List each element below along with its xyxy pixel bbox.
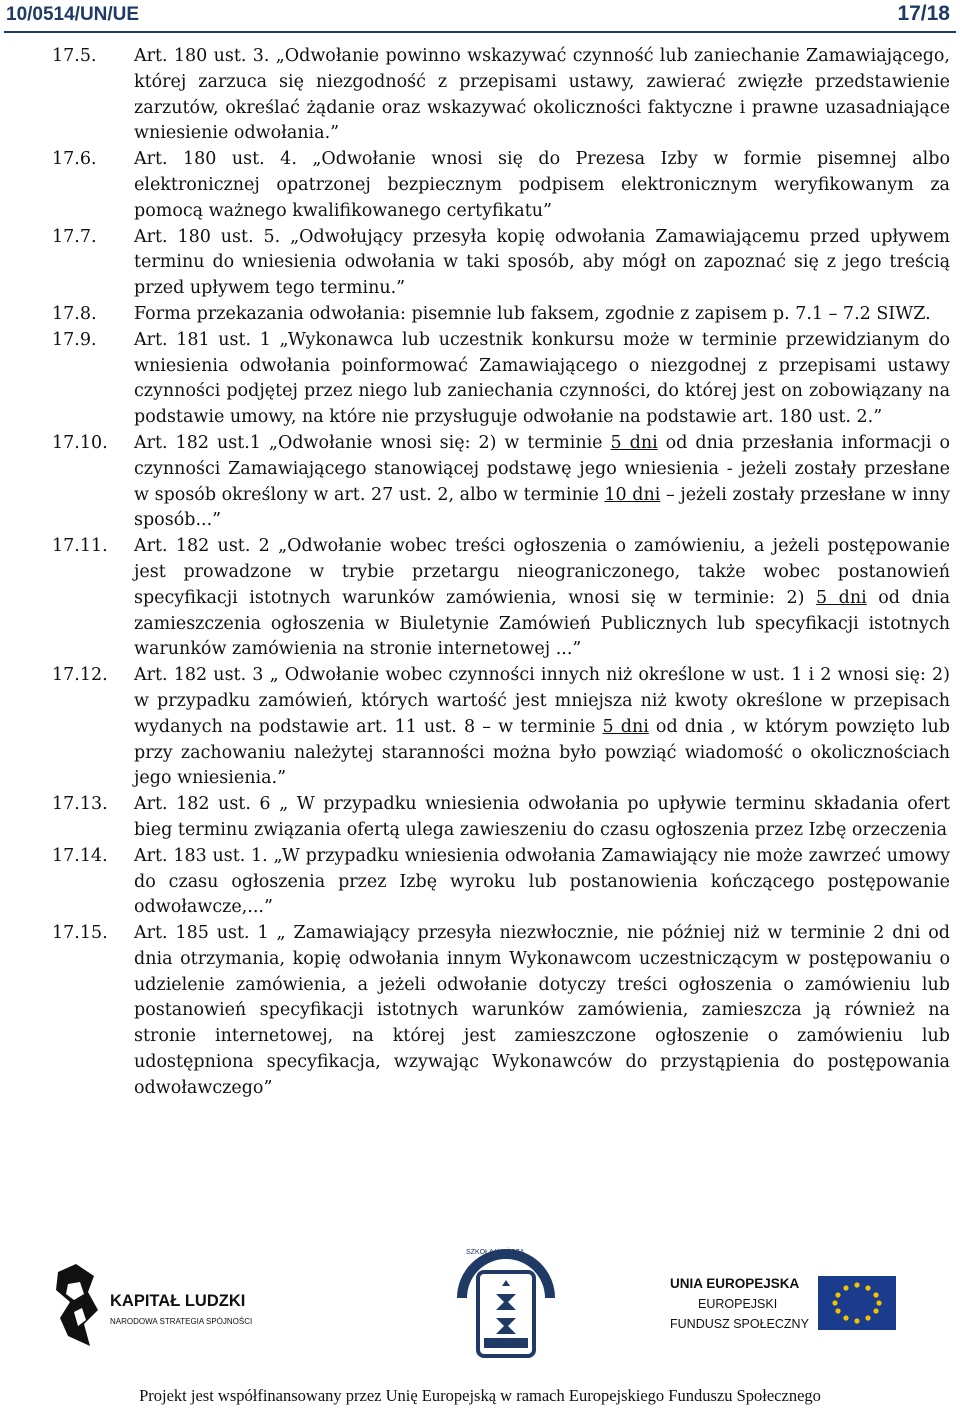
kapital-ludzki-mark-icon <box>56 1264 98 1346</box>
document-body <box>52 44 950 1102</box>
document-number: 10/0514/UN/UE <box>6 4 140 25</box>
clause-number: 17.7. <box>52 226 97 247</box>
text-segment: od dnia przesłania informacji o czynności Zamawiającego stanowiącej podstawę jego wniesienia - jeżeli zostały przesłane w sposób określony w art. 27 ust. 2, albo w terminie <box>134 432 950 505</box>
clause-text: Art. 180 ust. 3. „Odwołanie powinno wskazywać czynność lub zaniechanie Zamawiającego, której zarzuca się niezgodność z przepisami ustawy, zawierać zwięzłe przedstawienie zarzutów, określać żądanie oraz wskazywać okoliczności faktyczne i prawne uzasadniające wniesienie odwołania.” <box>134 46 950 144</box>
clause-text: Art. 185 ust. 1 „ Zamawiający przesyła niezwłocznie, nie później niż w terminie 2 dni od dnia otrzymania, kopię odwołania innym Wykonawcom uczestniczącym w postępowaniu o udzielenie zamówienia, a jeżeli odwołanie dotyczy treści ogłoszenia o zamówieniu lub postanowień specyfikacji istotnych warunków zamówienia, zamieszcza ją również na stronie internetowej, na której jest zamieszczone ogłoszenie o zamówieniu lub udostępniona specyfikacja, wzywając Wykonawców do przystąpienia do postępowania odwoławczego” <box>134 923 950 1098</box>
text-segment: Art. 182 ust.1 „Odwołanie wnosi się: 2) w terminie <box>134 432 611 453</box>
text-segment: – jeżeli zostały przesłane w inny sposób...” <box>134 484 950 531</box>
page-header <box>0 0 960 32</box>
eu-title: UNIA EUROPEJSKA <box>670 1276 800 1291</box>
clause-number: 17.8. <box>52 303 97 324</box>
clause-text: Art. 182 ust. 6 „ W przypadku wniesienia odwołania po upływie terminu składania ofert bieg terminu związania ofertą ulega zawieszeniu do czasu ogłoszenia przez Izbę orzeczenia <box>134 794 950 840</box>
clause-text: Art. 180 ust. 4. „Odwołanie wnosi się do Prezesa Izby w formie pisemnej albo elektronicznej opatrzonej bezpiecznym podpisem elektronicznym weryfikowanym za pomocą ważnego kwalifikowanego certyfikatu” <box>134 149 950 221</box>
kapital-ludzki-title: KAPITAŁ LUDZKI <box>110 1292 246 1310</box>
clause-17-13 <box>52 792 950 844</box>
text-segment: Art. 182 ust. 2 „Odwołanie wobec treści ogłoszenia o zamówieniu, a jeżeli postępowanie jest prowadzone w trybie przetargu nieograniczonego, także wobec postanowień specyfikacji istotnych warunków zamówienia, wnosi się w terminie: 2) <box>134 536 950 608</box>
footer-note: Projekt jest współfinansowany przez Unię Europejską w ramach Europejskiego Funduszu Społecznego <box>139 1386 821 1405</box>
clause-17-10 <box>52 431 950 534</box>
clause-17-7 <box>52 225 950 302</box>
clause-text: Forma przekazania odwołania: pisemnie lub faksem, zgodnie z zapisem p. 7.1 – 7.2 SIWZ. <box>134 303 931 324</box>
seal-text: SZKOŁA WYŻSZA <box>466 1249 525 1256</box>
underlined-deadline: 5 dni <box>816 587 867 608</box>
eu-line-2: EUROPEJSKI <box>698 1297 778 1311</box>
clause-17-9 <box>52 328 950 431</box>
logos-bar <box>0 1240 960 1370</box>
clause-number: 17.13. <box>52 794 108 815</box>
clause-number: 17.10. <box>52 432 108 453</box>
clause-number: 17.11. <box>52 536 108 557</box>
clause-17-5 <box>52 44 950 147</box>
clause-number: 17.6. <box>52 149 97 170</box>
clause-17-12 <box>52 663 950 792</box>
underlined-deadline: 5 dni <box>610 432 658 453</box>
clause-17-11 <box>52 534 950 663</box>
clause-number: 17.12. <box>52 665 108 686</box>
clause-17-14 <box>52 844 950 921</box>
clause-17-6 <box>52 147 950 224</box>
underlined-deadline: 10 dni <box>604 484 661 505</box>
clause-17-15 <box>52 921 950 1102</box>
clause-number: 17.9. <box>52 329 97 350</box>
clause-text <box>134 663 950 792</box>
clause-17-8 <box>52 302 950 328</box>
clause-text <box>134 431 950 534</box>
kapital-ludzki-logo <box>54 1262 294 1352</box>
clause-number: 17.5. <box>52 46 97 66</box>
text-segment: od dnia , w którym powzięto lub przy zachowaniu należytej staranności można było powziąć wiadomość o okolicznościach jego wniesienia.” <box>134 716 950 789</box>
clause-text: Art. 181 ust. 1 „Wykonawca lub uczestnik konkursu może w terminie przewidzianym do wniesienia odwołania poinformować Zamawiającego o niezgodnej z przepisami ustawy czynności podjętej przez niego lub zaniechania czynności, do której jest on zobowiązany na podstawie umowy, na które nie przysługuje odwołanie na podstawie art. 180 ust. 2.” <box>134 329 950 428</box>
clause-number: 17.15. <box>52 923 108 944</box>
text-segment: od dnia zamieszczenia ogłoszenia w Biuletynie Zamówień Publicznych lub specyfikacji istotnych warunków zamówienia na stronie internetowej ...” <box>134 587 950 660</box>
eu-line-3: FUNDUSZ SPOŁECZNY <box>670 1317 809 1331</box>
eu-social-fund-logo <box>668 1272 900 1352</box>
clause-text <box>134 534 950 663</box>
text-segment: Art. 182 ust. 3 „ Odwołanie wobec czynności innych niż określone w ust. 1 i 2 wnosi się: 2) w przypadku zamówień, których wartość jest mniejsza niż kwoty określone w przepisach wydanych na podstawie art. 11 ust. 8 – w terminie <box>134 665 950 737</box>
header-rule <box>4 31 956 33</box>
clause-text: Art. 183 ust. 1. „W przypadku wniesienia odwołania Zamawiający nie może zawrzeć umowy do czasu ogłoszenia przez Izbę wyroku lub postanowienia kończącego postępowanie odwoławcze,...” <box>134 845 950 918</box>
clause-number: 17.14. <box>52 845 108 866</box>
clause-text: Art. 180 ust. 5. „Odwołujący przesyła kopię odwołania Zamawiającemu przed upływem terminu do wniesienia odwołania w taki sposób, aby mógł on zapoznać się z jego treścią przed upływem tego terminu.” <box>134 226 950 299</box>
university-seal-logo <box>448 1240 564 1368</box>
underlined-deadline: 5 dni <box>602 716 649 737</box>
page-number: 17/18 <box>897 2 950 25</box>
kapital-ludzki-subtitle: NARODOWA STRATEGIA SPÓJNOŚCI <box>110 1317 253 1326</box>
